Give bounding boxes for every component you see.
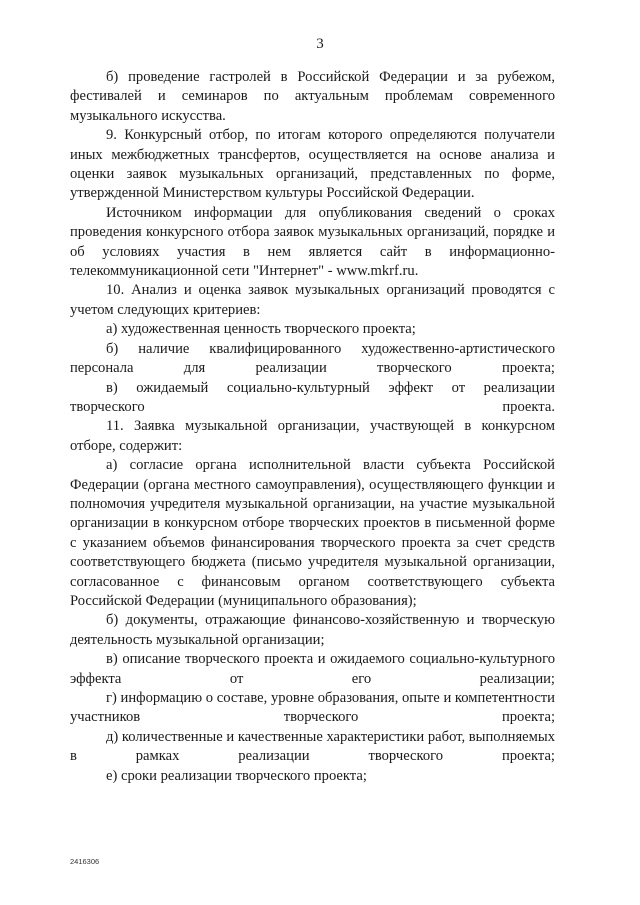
paragraph-information-source: Источником информации для опубликования сведений о сроках проведения конкурсного отбора заявок музыкальных организаций, порядке и об условиях участия в нем является сайт в информационно-телекоммуникационной сети "Интернет" - www.mkrf.ru. (70, 204, 555, 280)
paragraph-10-evaluation-criteria: 10. Анализ и оценка заявок музыкальных организаций проводятся с учетом следующих критериев: (70, 282, 555, 318)
criterion-v-social-effect: в) ожидаемый социально-культурный эффект от реализации творческого проекта. (70, 379, 555, 415)
application-item-v-project-description: в) описание творческого проекта и ожидаемого социально-культурного эффекта от его реализации; (70, 651, 555, 687)
paragraph-9-competitive-selection: 9. Конкурсный отбор, по итогам которого определяются получатели иных межбюджетных трансфертов, осуществляется на основе анализа и оценки заявок музыкальных организаций, представленных по форме, утвержденной Министерством культуры Российской Федерации. (70, 127, 555, 202)
document-code: 2416306 (70, 857, 100, 866)
paragraph-11-application-contents: 11. Заявка музыкальной организации, участвующей в конкурсном отборе, содержит: (70, 418, 555, 454)
application-item-g-participants: г) информацию о составе, уровне образования, опыте и компетентности участников творческого проекта; (70, 690, 555, 726)
application-item-a-consent: а) согласие органа исполнительной власти субъекта Российской Федерации (органа местного самоуправления), осуществляющего функции и полномочия учредителя музыкальной организации, на участие музыкальной организации в конкурсном отборе творческих проектов в письменной форме с указанием объемов финансирования творческого проекта за счет средств соответствующего бюджета (письмо учредителя музыкальной организации, согласованное с финансовым органом соответствующего субъекта Российской Федерации (муниципального образования); (70, 457, 555, 609)
criterion-b-qualified-staff: б) наличие квалифицированного художественно-артистического персонала для реализации творческого проекта; (70, 340, 555, 377)
application-item-b-documents: б) документы, отражающие финансово-хозяйственную и творческую деятельность музыкальной организации; (70, 612, 555, 648)
page-number: 3 (316, 36, 324, 52)
application-item-e-deadlines: е) сроки реализации творческого проекта; (106, 767, 367, 784)
paragraph-item-b-tours: б) проведение гастролей в Российской Федерации и за рубежом, фестивалей и семинаров по актуальным проблемам современного музыкального искусства. (70, 69, 555, 124)
application-item-d-characteristics: д) количественные и качественные характеристики работ, выполняемых в рамках реализации творческого проекта; (70, 728, 555, 765)
document-body (70, 68, 555, 786)
criterion-a-artistic-value: а) художественная ценность творческого проекта; (106, 321, 416, 338)
